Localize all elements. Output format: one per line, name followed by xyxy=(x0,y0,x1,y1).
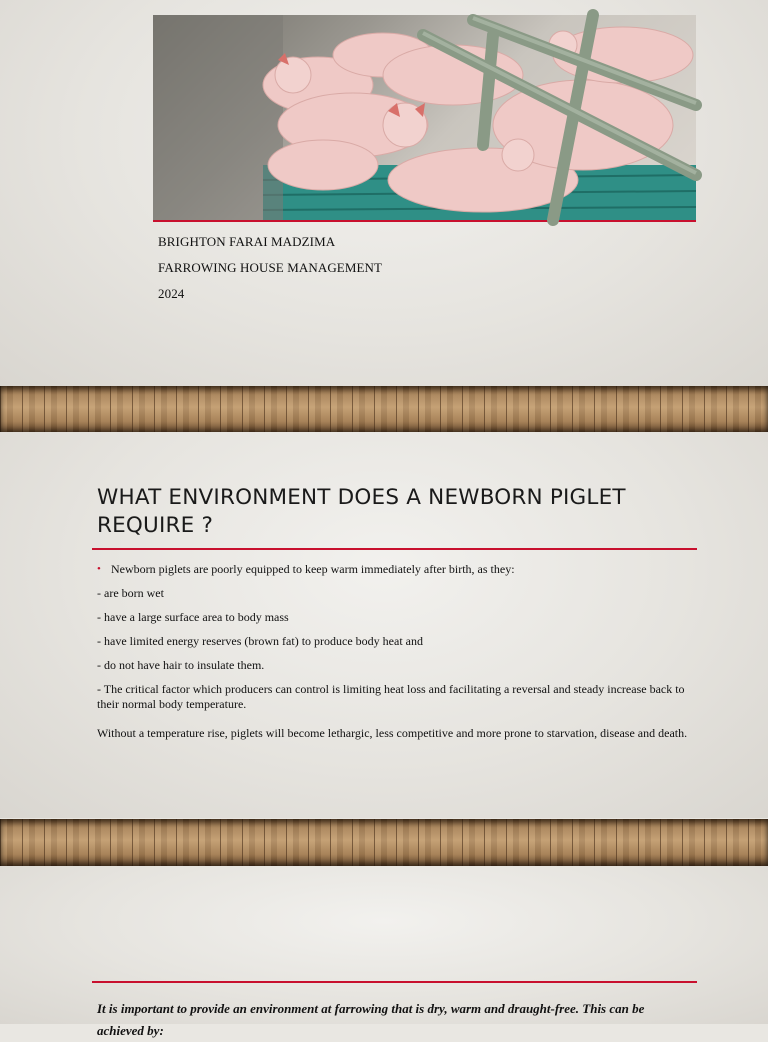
body-paragraph: Without a temperature rise, piglets will become lethargic, less competitive and more prone to starvation, disease and death. xyxy=(97,726,688,740)
title-block xyxy=(158,229,382,307)
list-line: - have a large surface area to body mass xyxy=(97,610,289,624)
emphasis-paragraph: It is important to provide an environment at farrowing that is dry, warm and draught-free. This can be achieved by: xyxy=(97,1001,645,1038)
list-line: - The critical factor which producers can control is limiting heat loss and facilitating a reversal and steady increase back to their normal body temperature. xyxy=(97,682,685,711)
list-line: - do not have hair to insulate them. xyxy=(97,658,265,672)
bullet-item xyxy=(97,562,692,577)
slide-heading: WHAT ENVIRONMENT DOES A NEWBORN PIGLET REQUIRE ? xyxy=(97,485,626,538)
presentation-subtitle: FARROWING HOUSE MANAGEMENT xyxy=(158,260,383,275)
heading-rule xyxy=(92,548,697,550)
list-line: - are born wet xyxy=(97,586,164,600)
piglets-photo xyxy=(153,15,696,222)
slide-content xyxy=(97,562,692,741)
wood-divider xyxy=(0,819,768,866)
presentation-year: 2024 xyxy=(158,286,185,301)
author-name: BRIGHTON FARAI MADZIMA xyxy=(158,234,336,249)
heading-rule xyxy=(92,981,697,983)
bullet-marker: • xyxy=(97,563,101,575)
list-line: - have limited energy reserves (brown fat) to produce body heat and xyxy=(97,634,423,648)
slide-farrowing-environment xyxy=(0,866,768,1038)
slide-environment xyxy=(0,432,768,818)
wood-divider xyxy=(0,386,768,433)
bullet-text: Newborn piglets are poorly equipped to keep warm immediately after birth, as they: xyxy=(111,562,515,576)
piglets-image xyxy=(153,15,696,220)
slide-title xyxy=(0,0,768,386)
